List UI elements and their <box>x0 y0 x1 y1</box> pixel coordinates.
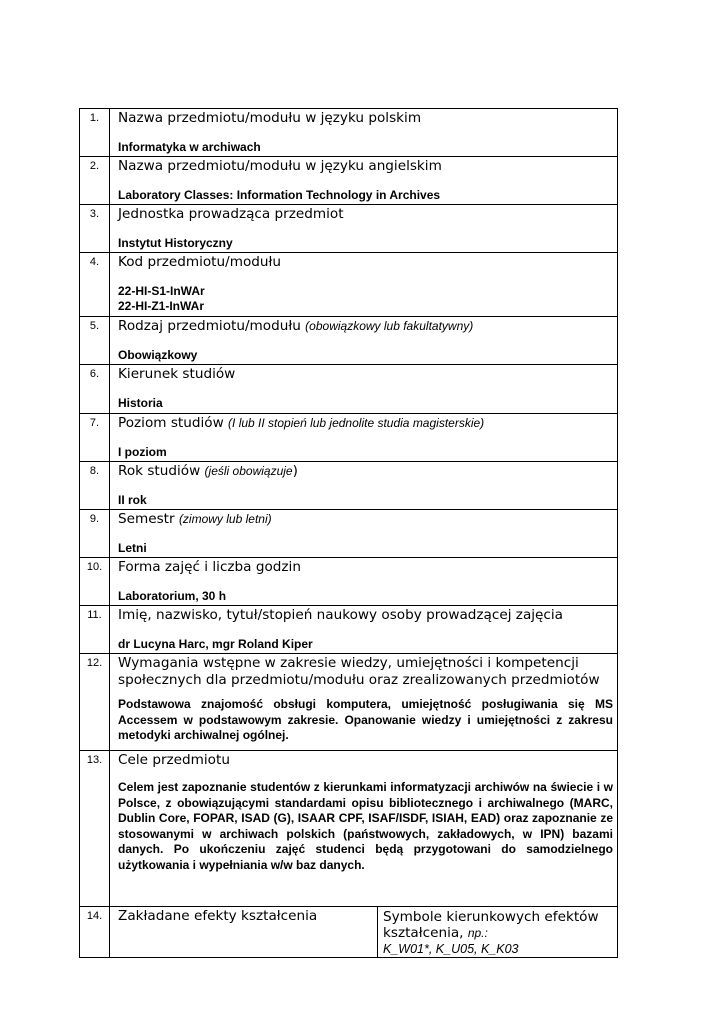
row-heading: Zakładane efekty kształcenia <box>118 908 318 924</box>
row-heading: Imię, nazwisko, tytuł/stopień naukowy osoby prowadzącej zajęcia <box>118 607 563 623</box>
row-value: II rok <box>118 493 147 507</box>
table-row <box>80 365 618 414</box>
row-value: Celem jest zapoznanie studentów z kierunkami informatyzacji archiwów na świecie i w Polsce, z obowiązującymi standardami opisu bibliotecznego i archiwalnego (MARC, Dublin Core, FOPAR, ISAD (G), ISAAR CPF, ISAF/ISDF, ISIAH, EAD) oraz zapoznanie ze stosowanymi w archiwach polskich (państwowych, zakładowych, w IPN) bazami danych. Po ukończeniu zajęć studenci będą przygotowani do samodzielnego użytkowania i wypełniania w/w baz danych. <box>118 780 613 872</box>
row-hint: (zimowy lub letni) <box>178 512 272 526</box>
table-row <box>80 253 618 317</box>
row-value: 22-HI-S1-InWAr <box>118 284 205 298</box>
row-heading: Poziom studiów <box>118 415 224 431</box>
row-number: 9. <box>80 510 110 558</box>
row-hint-close: ) <box>292 463 298 479</box>
row-number: 14. <box>80 907 110 958</box>
row-value: Podstawowa znajomość obsługi komputera, umiejętność posługiwania się MS Accessem w podstawowym zakresie. Opanowanie wiedzy i umiejętności z zakresu metodyki archiwalnej ogólnej. <box>118 697 613 742</box>
row-number: 11. <box>80 606 110 654</box>
row-number: 10. <box>80 558 110 606</box>
row-value: Informatyka w archiwach <box>118 140 261 154</box>
table-row <box>80 606 618 654</box>
row-heading: Cele przedmiotu <box>118 752 230 768</box>
row-value: Obowiązkowy <box>118 348 198 362</box>
row-number: 2. <box>80 157 110 205</box>
row-value: Letni <box>118 541 147 555</box>
symbols-example: K_W01*, K_U05, K_K03 <box>383 942 519 956</box>
symbols-heading: Symbole kierunkowych efektów kształcenia, <box>383 909 599 941</box>
row-heading: Rodzaj przedmiotu/modułu <box>118 318 301 334</box>
symbols-hint: np.: <box>467 926 488 940</box>
row-value: Instytut Historyczny <box>118 236 233 250</box>
row-number: 7. <box>80 414 110 462</box>
row-hint: (jeśli obowiązuje <box>204 464 293 478</box>
row-number: 13. <box>80 751 110 907</box>
row-heading: Nazwa przedmiotu/modułu w języku polskim <box>118 110 422 126</box>
table-row <box>80 907 618 958</box>
row-heading: Kierunek studiów <box>118 366 236 382</box>
table-row <box>80 205 618 253</box>
table-row <box>80 510 618 558</box>
row-value: Laboratorium, 30 h <box>118 589 227 603</box>
row-heading: Forma zajęć i liczba godzin <box>118 559 301 575</box>
course-syllabus-table <box>79 108 618 958</box>
table-row <box>80 462 618 510</box>
row-value: Laboratory Classes: Information Technology in Archives <box>118 188 441 202</box>
row-value-secondary: 22-HI-Z1-InWAr <box>118 299 205 313</box>
outcome-symbols-cell <box>378 907 618 958</box>
row-value: Historia <box>118 396 163 410</box>
table-row <box>80 414 618 462</box>
row-value: dr Lucyna Harc, mgr Roland Kiper <box>118 637 313 651</box>
row-number: 8. <box>80 462 110 510</box>
row-heading: Wymagania wstępne w zakresie wiedzy, umiejętności i kompetencji społecznych dla przedmiotu/modułu oraz zrealizowanych przedmiotów <box>118 655 600 688</box>
row-heading: Jednostka prowadząca przedmiot <box>118 206 344 222</box>
table-row <box>80 317 618 365</box>
row-value: I poziom <box>118 445 167 459</box>
table-row <box>80 654 618 751</box>
row-number: 3. <box>80 205 110 253</box>
row-hint: (I lub II stopień lub jednolite studia magisterskie) <box>228 416 485 430</box>
row-number: 6. <box>80 365 110 414</box>
row-number: 4. <box>80 253 110 317</box>
row-heading: Kod przedmiotu/modułu <box>118 254 281 270</box>
row-number: 1. <box>80 109 110 157</box>
row-number: 5. <box>80 317 110 365</box>
row-hint: (obowiązkowy lub fakultatywny) <box>305 319 474 333</box>
table-row <box>80 751 618 907</box>
row-heading: Rok studiów <box>118 463 201 479</box>
row-heading: Nazwa przedmiotu/modułu w języku angielskim <box>118 158 442 174</box>
row-number: 12. <box>80 654 110 751</box>
table-row <box>80 109 618 157</box>
table-row <box>80 558 618 606</box>
row-heading: Semestr <box>118 511 175 527</box>
table-row <box>80 157 618 205</box>
